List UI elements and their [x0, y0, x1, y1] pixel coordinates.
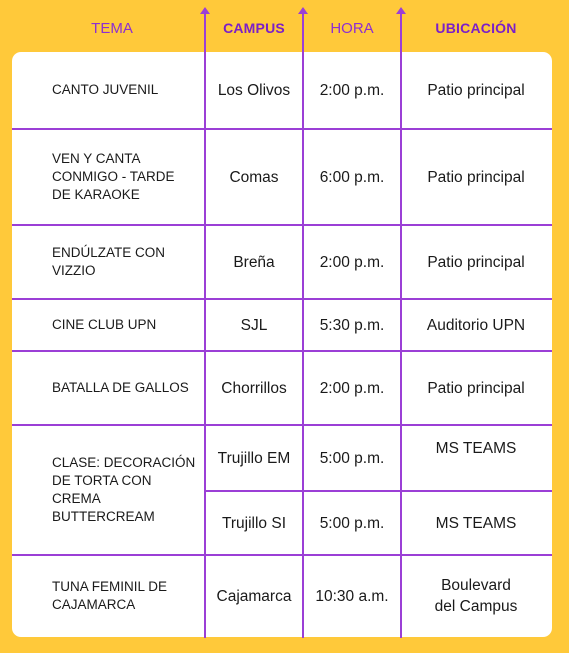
cell-tema: BATALLA DE GALLOS	[52, 380, 189, 395]
cell-tema: TUNA FEMINIL DE CAJAMARCA	[52, 579, 168, 612]
header-campus: CAMPUS	[223, 20, 285, 36]
arrow-up-icon	[200, 7, 210, 14]
cell-hora: 2:00 p.m.	[319, 81, 385, 99]
cell-ubicacion: Patio principal	[427, 253, 525, 271]
arrow-up-icon	[396, 7, 406, 14]
cell-hora: 5:30 p.m.	[319, 316, 385, 334]
cell-campus: Los Olivos	[217, 81, 291, 99]
cell-ubicacion: Boulevard del Campus	[434, 577, 518, 615]
cell-hora: 2:00 p.m.	[319, 253, 385, 271]
cell-campus: Breña	[233, 253, 275, 271]
arrow-up-icon	[298, 7, 308, 14]
cell-tema: ENDÚLZATE CON VIZZIO	[52, 245, 166, 278]
cell-tema: CLASE: DECORACIÓN DE TORTA CON CREMA BUTTERCREAM	[52, 455, 196, 524]
cell-hora: 5:00 p.m.	[319, 449, 385, 467]
cell-campus: Chorrillos	[221, 379, 287, 397]
cell-ubicacion: Patio principal	[427, 379, 525, 397]
cell-hora: 5:00 p.m.	[319, 514, 385, 532]
cell-campus: Comas	[229, 168, 279, 186]
cell-ubicacion: Patio principal	[427, 168, 525, 186]
cell-ubicacion: Patio principal	[427, 81, 525, 99]
cell-ubicacion: MS TEAMS	[435, 514, 517, 532]
cell-ubicacion: MS TEAMS	[435, 439, 517, 457]
cell-campus: Trujillo EM	[217, 449, 291, 467]
cell-tema: CANTO JUVENIL	[52, 82, 159, 97]
cell-campus: Cajamarca	[216, 587, 292, 605]
header-tema: TEMA	[91, 19, 133, 37]
cell-tema: VEN Y CANTA CONMIGO - TARDE DE KARAOKE	[52, 151, 175, 202]
header-ubicacion: UBICACIÓN	[435, 20, 517, 36]
cell-hora: 6:00 p.m.	[319, 168, 385, 186]
cell-hora: 10:30 a.m.	[315, 587, 389, 605]
cell-tema: CINE CLUB UPN	[52, 317, 157, 332]
header-hora: HORA	[330, 19, 374, 37]
cell-ubicacion: Auditorio UPN	[426, 316, 526, 334]
cell-campus: Trujillo SI	[221, 514, 287, 532]
cell-hora: 2:00 p.m.	[319, 379, 385, 397]
cell-campus: SJL	[240, 316, 268, 334]
